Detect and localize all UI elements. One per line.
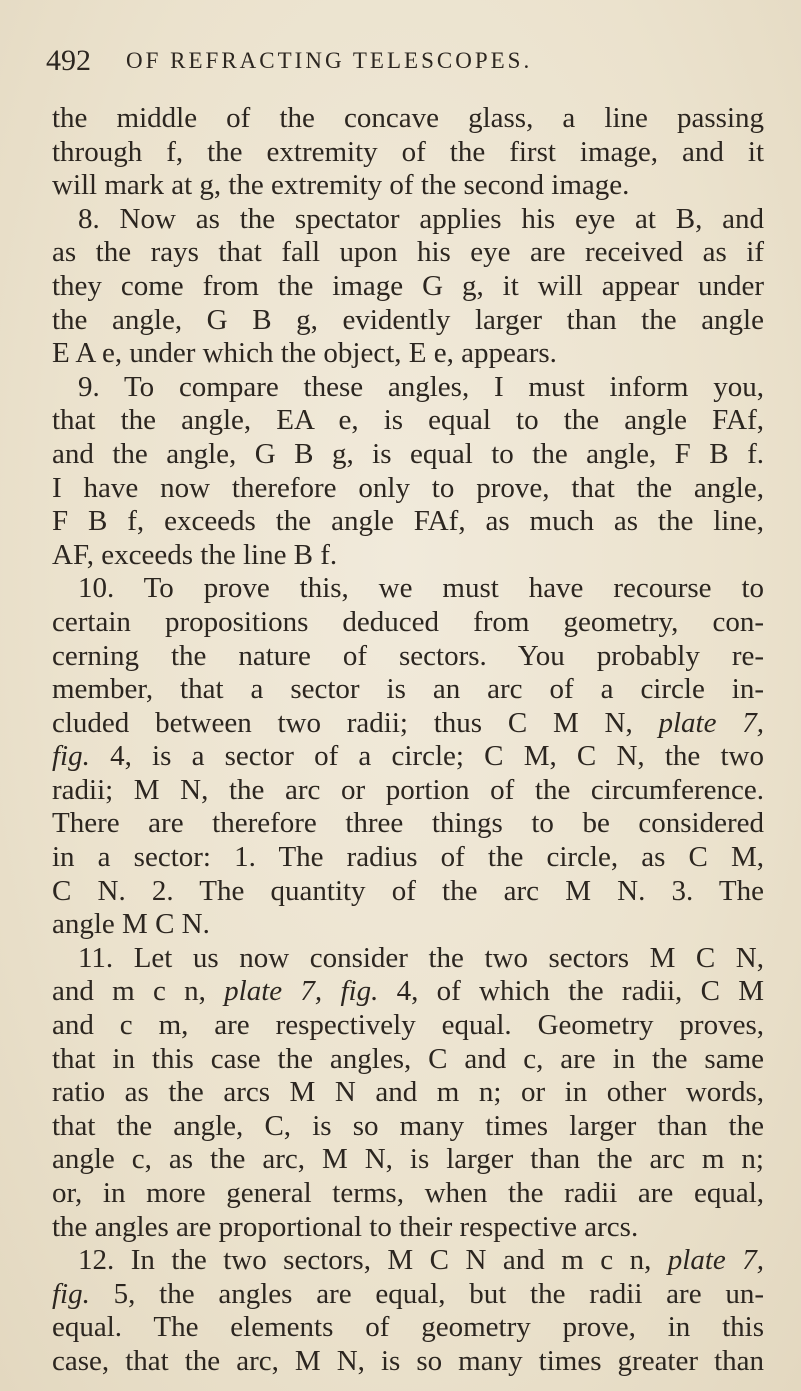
text-line: and the angle, G B g, is equal to the angle, F B f. [52, 437, 764, 470]
text-line: fig. 4, is a sector of a circle; C M, C N, the two [52, 740, 764, 773]
text-line: equal. The elements of geometry prove, in this [52, 1311, 764, 1344]
text-line: that the angle, C, is so many times larger than the [52, 1109, 764, 1142]
page-header [46, 44, 766, 84]
text-line: in a sector: 1. The radius of the circle, as C M, [52, 841, 764, 874]
text-line: cerning the nature of sectors. You probably re- [52, 639, 764, 672]
text-line: that the angle, EA e, is equal to the angle FAf, [52, 404, 764, 437]
text-line: E A e, under which the object, E e, appears. [52, 337, 557, 370]
text-line: will mark at g, the extremity of the second image. [52, 169, 630, 202]
text-line: AF, exceeds the line B f. [52, 538, 338, 571]
text-line: 12. In the two sectors, M C N and m c n, plate 7, [78, 1244, 764, 1277]
text-line: member, that a sector is an arc of a circle in- [52, 673, 764, 706]
text-line: 10. To prove this, we must have recourse to [78, 572, 764, 605]
text-line: angle M C N. [52, 908, 210, 941]
text-line: and m c n, plate 7, fig. 4, of which the radii, C M [52, 975, 764, 1008]
text-line: certain propositions deduced from geometry, con- [52, 605, 764, 638]
text-line: fig. 5, the angles are equal, but the radii are un- [52, 1277, 764, 1310]
running-head: OF REFRACTING TELESCOPES. [126, 48, 533, 73]
text-line: they come from the image G g, it will appear under [52, 269, 764, 302]
text-line: the angles are proportional to their respective arcs. [52, 1210, 639, 1243]
text-line: or, in more general terms, when the radii are equal, [52, 1177, 764, 1209]
text-line: case, that the arc, M N, is so many times greater than [52, 1344, 764, 1377]
text-line: the middle of the concave glass, a line passing [52, 102, 764, 134]
text-line: that in this case the angles, C and c, are in the same [52, 1042, 764, 1075]
page-number: 492 [46, 44, 91, 77]
text-line: C N. 2. The quantity of the arc M N. 3. The [52, 874, 764, 907]
text-line: ratio as the arcs M N and m n; or in other words, [52, 1076, 764, 1109]
text-line: radii; M N, the arc or portion of the circumference. [52, 773, 764, 806]
text-line: the angle, G B g, evidently larger than the angle [52, 303, 764, 336]
text-line: through f, the extremity of the first image, and it [52, 135, 764, 168]
text-line: 11. Let us now consider the two sectors M C N, [78, 941, 764, 974]
text-line: F B f, exceeds the angle FAf, as much as the line, [52, 505, 764, 538]
text-line: 8. Now as the spectator applies his eye at B, and [78, 202, 764, 235]
text-line: There are therefore three things to be considered [52, 807, 764, 840]
text-line: and c m, are respectively equal. Geometry proves, [52, 1009, 764, 1042]
text-line: 9. To compare these angles, I must inform you, [78, 370, 764, 403]
text-line: angle c, as the arc, M N, is larger than the arc m n; [52, 1143, 764, 1176]
text-line: cluded between two radii; thus C M N, plate 7, [52, 706, 764, 739]
body-text [52, 102, 764, 1379]
text-line: as the rays that fall upon his eye are received as if [52, 236, 764, 269]
text-line: I have now therefore only to prove, that the angle, [52, 471, 764, 504]
